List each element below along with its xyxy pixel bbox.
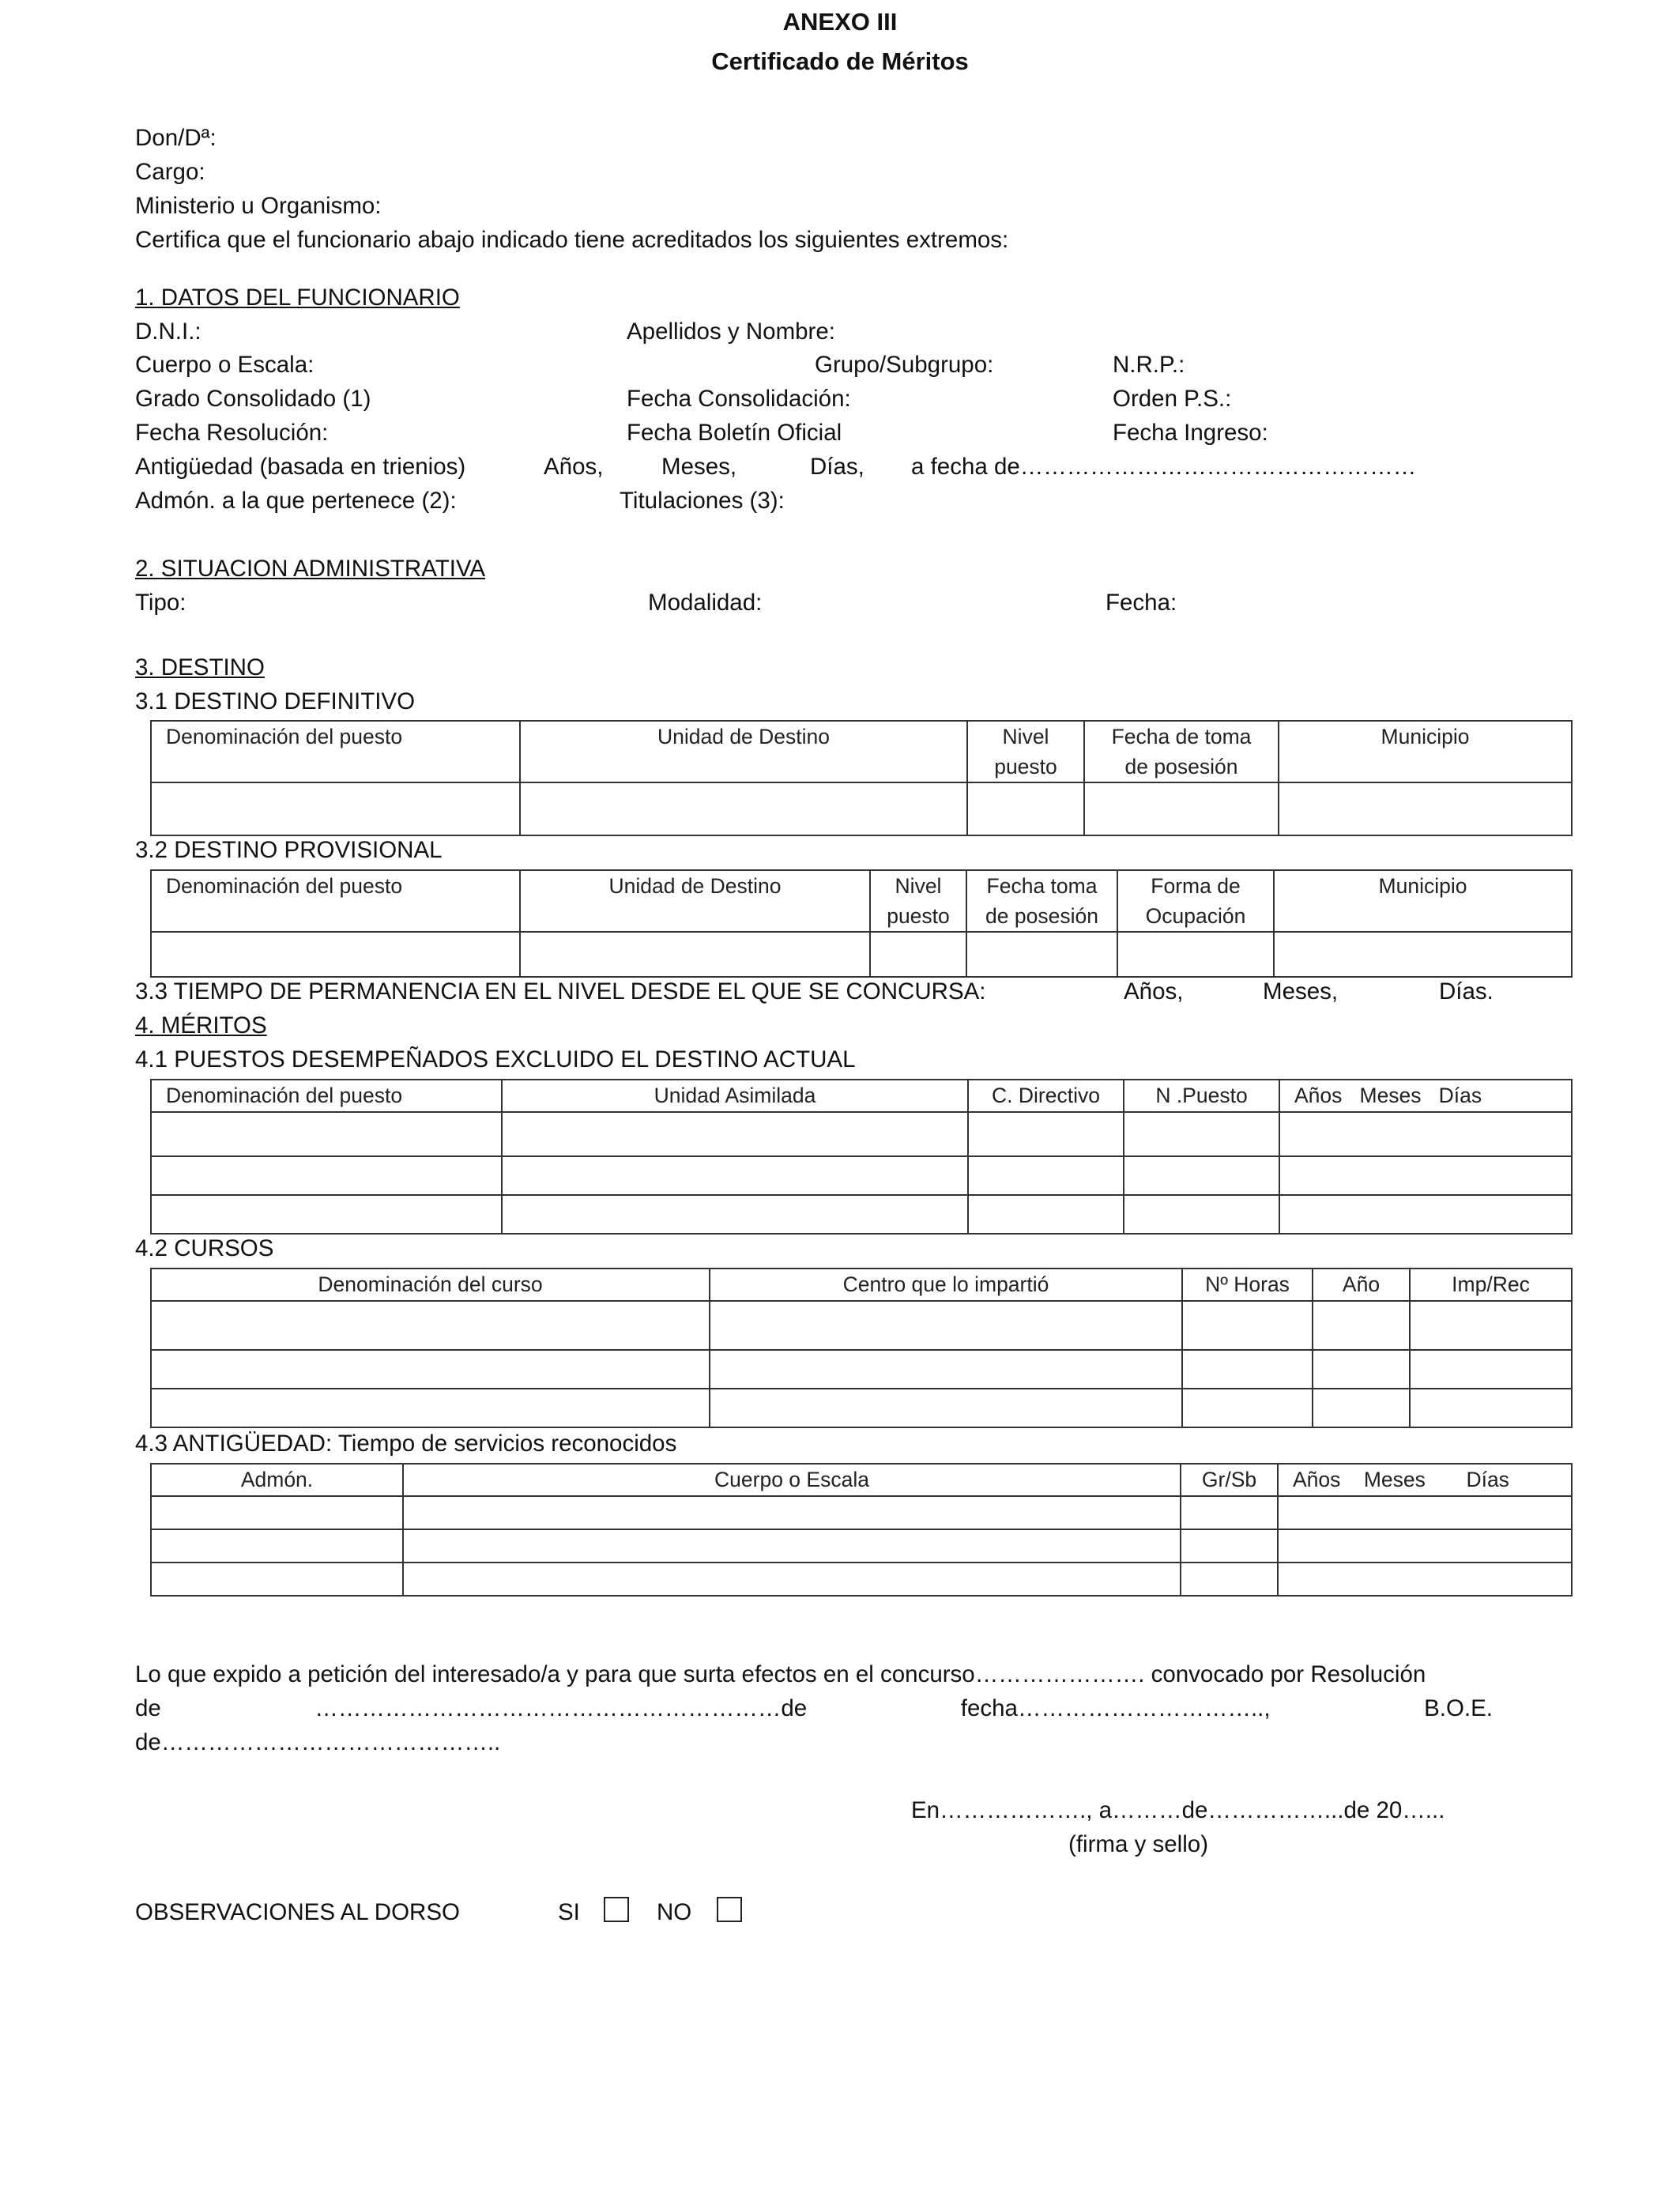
signature-note: (firma y sello) bbox=[1068, 1831, 1209, 1857]
table-row bbox=[151, 1112, 1572, 1156]
permanencia-label: 3.3 TIEMPO DE PERMANENCIA EN EL NIVEL DESDE EL QUE SE CONCURSA: bbox=[135, 978, 986, 1005]
section-3-heading: 3. DESTINO bbox=[135, 654, 265, 680]
modalidad-label: Modalidad: bbox=[648, 590, 763, 616]
table-row bbox=[151, 1529, 1572, 1563]
ministerio-label: Ministerio u Organismo: bbox=[135, 193, 382, 219]
antiguedad-meses: Meses, bbox=[661, 454, 737, 480]
table-header-cuerpo: Cuerpo o Escala bbox=[403, 1464, 1181, 1496]
antiguedad-anos: Años, bbox=[544, 454, 604, 480]
table-header-imp-rec: Imp/Rec bbox=[1410, 1269, 1572, 1301]
puestos-desempenados-heading: 4.1 PUESTOS DESEMPEÑADOS EXCLUIDO EL DESTINO ACTUAL bbox=[135, 1046, 856, 1072]
table-header-unidad-asimilada: Unidad Asimilada bbox=[502, 1080, 968, 1112]
table-row bbox=[151, 1389, 1572, 1427]
table-header-ano: Año bbox=[1313, 1269, 1410, 1301]
document-title: Certificado de Méritos bbox=[711, 47, 969, 75]
no-checkbox[interactable] bbox=[717, 1897, 742, 1922]
apellidos-label: Apellidos y Nombre: bbox=[627, 319, 835, 345]
certifica-text: Certifica que el funcionario abajo indicado tiene acreditados los siguientes extremos: bbox=[135, 227, 1009, 253]
table-row bbox=[151, 1563, 1572, 1596]
annex-label: ANEXO III bbox=[782, 8, 898, 36]
table-row bbox=[151, 1195, 1572, 1234]
closing-boe: B.O.E. bbox=[1424, 1695, 1493, 1721]
table-header-municipio: Municipio bbox=[1274, 870, 1572, 932]
tipo-label: Tipo: bbox=[135, 590, 186, 616]
titulaciones-label: Titulaciones (3): bbox=[620, 488, 785, 514]
fecha-situacion-label: Fecha: bbox=[1106, 590, 1177, 616]
destino-definitivo-heading: 3.1 DESTINO DEFINITIVO bbox=[135, 688, 416, 714]
dni-label: D.N.I.: bbox=[135, 319, 202, 345]
fecha-boletin-label: Fecha Boletín Oficial bbox=[627, 420, 842, 446]
destino-provisional-heading: 3.2 DESTINO PROVISIONAL bbox=[135, 837, 443, 863]
observaciones-label: OBSERVACIONES AL DORSO bbox=[135, 1899, 460, 1925]
place-date-line: En………………., a………de……………...de 20…... bbox=[911, 1797, 1445, 1823]
antiguedad-table bbox=[150, 1463, 1573, 1596]
table-header-gr-sb: Gr/Sb bbox=[1181, 1464, 1278, 1496]
table-header-anos-meses-dias: Años Meses Días bbox=[1279, 1080, 1572, 1112]
table-header-unidad: Unidad de Destino bbox=[520, 721, 967, 782]
grupo-label: Grupo/Subgrupo: bbox=[815, 352, 994, 378]
table-header-denominacion-curso: Denominación del curso bbox=[151, 1269, 710, 1301]
table-header-denominacion: Denominación del puesto bbox=[151, 870, 520, 932]
table-header-c-directivo: C. Directivo bbox=[968, 1080, 1124, 1112]
table-header-anos-meses-dias: Años Meses Días bbox=[1278, 1464, 1572, 1496]
closing-line-3: de…………………………………….. bbox=[135, 1729, 501, 1755]
no-label: NO bbox=[657, 1899, 692, 1925]
si-label: SI bbox=[558, 1899, 580, 1925]
permanencia-anos: Años, bbox=[1124, 978, 1184, 1005]
table-header-admon: Admón. bbox=[151, 1464, 403, 1496]
table-row bbox=[151, 1496, 1572, 1529]
table-header-nivel: Nivel puesto bbox=[967, 721, 1084, 782]
table-header-municipio: Municipio bbox=[1279, 721, 1572, 782]
antiguedad-label: Antigüedad (basada en trienios) bbox=[135, 454, 466, 480]
closing-de: de bbox=[135, 1695, 161, 1721]
table-header-n-puesto: N .Puesto bbox=[1124, 1080, 1279, 1112]
table-row bbox=[151, 782, 1572, 835]
closing-resolution-dots: ……………………………………………………de bbox=[315, 1695, 808, 1721]
cuerpo-label: Cuerpo o Escala: bbox=[135, 352, 315, 378]
admon-label: Admón. a la que pertenece (2): bbox=[135, 488, 457, 514]
cargo-label: Cargo: bbox=[135, 159, 205, 185]
antiguedad-heading: 4.3 ANTIGÜEDAD: Tiempo de servicios reconocidos bbox=[135, 1431, 677, 1457]
permanencia-meses: Meses, bbox=[1263, 978, 1339, 1005]
cursos-heading: 4.2 CURSOS bbox=[135, 1235, 274, 1261]
table-header-centro: Centro que lo impartió bbox=[710, 1269, 1182, 1301]
don-label: Don/Dª: bbox=[135, 125, 217, 151]
table-row bbox=[151, 1156, 1572, 1195]
table-header-denominacion: Denominación del puesto bbox=[151, 1080, 502, 1112]
fecha-consolidacion-label: Fecha Consolidación: bbox=[627, 386, 851, 412]
destino-provisional-table bbox=[150, 869, 1573, 978]
permanencia-dias: Días. bbox=[1439, 978, 1494, 1005]
cursos-table bbox=[150, 1268, 1573, 1428]
table-header-unidad: Unidad de Destino bbox=[520, 870, 870, 932]
antiguedad-dias: Días, bbox=[810, 454, 864, 480]
orden-label: Orden P.S.: bbox=[1113, 386, 1232, 412]
closing-fecha: fecha………………………….., bbox=[960, 1695, 1271, 1721]
table-row bbox=[151, 932, 1572, 977]
section-2-heading: 2. SITUACION ADMINISTRATIVA bbox=[135, 556, 486, 582]
section-4-heading: 4. MÉRITOS bbox=[135, 1012, 267, 1039]
si-checkbox[interactable] bbox=[604, 1897, 629, 1922]
puestos-desempenados-table bbox=[150, 1079, 1573, 1235]
table-header-fecha-toma: Fecha de toma de posesión bbox=[1084, 721, 1279, 782]
fecha-resolucion-label: Fecha Resolución: bbox=[135, 420, 329, 446]
table-header-nivel: Nivel puesto bbox=[870, 870, 966, 932]
table-header-denominacion: Denominación del puesto bbox=[151, 721, 520, 782]
section-1-heading: 1. DATOS DEL FUNCIONARIO bbox=[135, 285, 460, 311]
closing-line-1: Lo que expido a petición del interesado/a y para que surta efectos en el concurso…………………. convocado por Resolución bbox=[135, 1661, 1426, 1687]
destino-definitivo-table bbox=[150, 720, 1573, 836]
table-header-fecha-toma: Fecha toma de posesión bbox=[966, 870, 1117, 932]
table-header-horas: Nº Horas bbox=[1182, 1269, 1313, 1301]
table-row bbox=[151, 1350, 1572, 1389]
closing-line-2 bbox=[135, 1697, 1493, 1721]
table-header-forma: Forma de Ocupación bbox=[1117, 870, 1274, 932]
grado-label: Grado Consolidado (1) bbox=[135, 386, 371, 412]
nrp-label: N.R.P.: bbox=[1113, 352, 1185, 378]
antiguedad-fecha: a fecha de…………………………………………… bbox=[911, 454, 1417, 480]
fecha-ingreso-label: Fecha Ingreso: bbox=[1113, 420, 1268, 446]
table-row bbox=[151, 1301, 1572, 1350]
